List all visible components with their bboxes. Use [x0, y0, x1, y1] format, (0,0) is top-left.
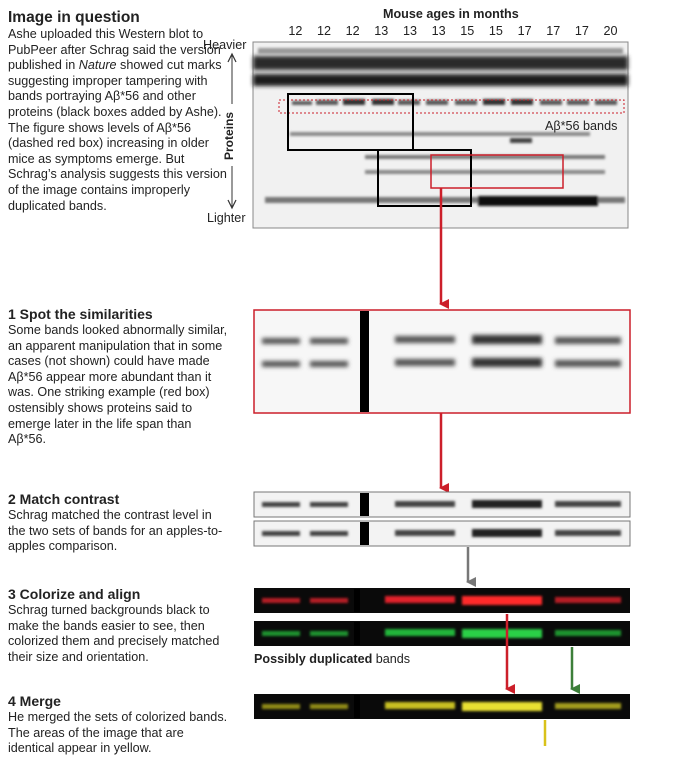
intro-text-before: Ashe uploaded this Western blot to PubPeer after Schrag said the version published in [8, 27, 221, 73]
intro-journal: Nature [78, 58, 117, 73]
intro-text-after: showed cut marks suggesting improper tampering with bands portraying Aβ*56 and other proteins (black boxes added by Ashe). The figure shows levels of Aβ*56 (dashed red box) increasing in older mice as symptoms emerge. But Schrag’s analysis suggests this version of the image contains improperly duplicated bands. [8, 58, 227, 213]
age-label: 15 [460, 24, 475, 38]
step-3-title: 3 Colorize and align [8, 586, 141, 602]
lighter-label: Lighter [207, 211, 246, 225]
age-label: 12 [345, 24, 360, 38]
abeta-label: Aβ*56 bands [545, 119, 618, 133]
age-label: 17 [546, 24, 561, 38]
age-label: 13 [402, 24, 417, 38]
age-label: 12 [288, 24, 303, 38]
age-label: 12 [316, 24, 331, 38]
blot-title: Mouse ages in months [383, 7, 519, 21]
age-label: 17 [574, 24, 589, 38]
age-label: 13 [431, 24, 446, 38]
dup-label [254, 652, 410, 666]
step4-merged-strip [254, 694, 630, 719]
step2-strip-bottom [254, 521, 630, 546]
step-1-text: Some bands looked abnormally similar, an apparent manipulation that in some cases (not shown) could have made Aβ*56 appear more abundant than it was. One striking example (red box) ostensibly shows proteins said to emerge later in the life span than Aβ*56. [8, 323, 228, 447]
step-3-text: Schrag turned backgrounds black to make the bands easier to see, then colorized them and precisely matched their size and orientation. [8, 603, 220, 664]
step-2-title: 2 Match contrast [8, 491, 120, 507]
step-2-text: Schrag matched the contrast level in the two sets of bands for an apples-to-apples comparison. [8, 508, 223, 554]
proteins-label: Proteins [222, 111, 236, 160]
intro-title: Image in question [8, 9, 140, 26]
step2-strip-top [254, 492, 630, 517]
dup-label-rest: bands [372, 652, 411, 666]
age-label: 20 [603, 24, 618, 38]
step3-red-strip [254, 588, 630, 613]
step-4-text: He merged the sets of colorized bands. The areas of the image that are identical appear in yellow. [8, 710, 228, 756]
dup-label-bold: Possibly duplicated [254, 652, 373, 666]
step-1-title: 1 Spot the similarities [8, 306, 153, 322]
age-label: 17 [517, 24, 532, 38]
step-4-title: 4 Merge [8, 693, 61, 709]
step1-zoom [254, 310, 630, 413]
age-label: 13 [374, 24, 389, 38]
step3-green-strip [254, 621, 630, 646]
heavier-label: Heavier [203, 38, 247, 52]
age-label: 15 [488, 24, 503, 38]
